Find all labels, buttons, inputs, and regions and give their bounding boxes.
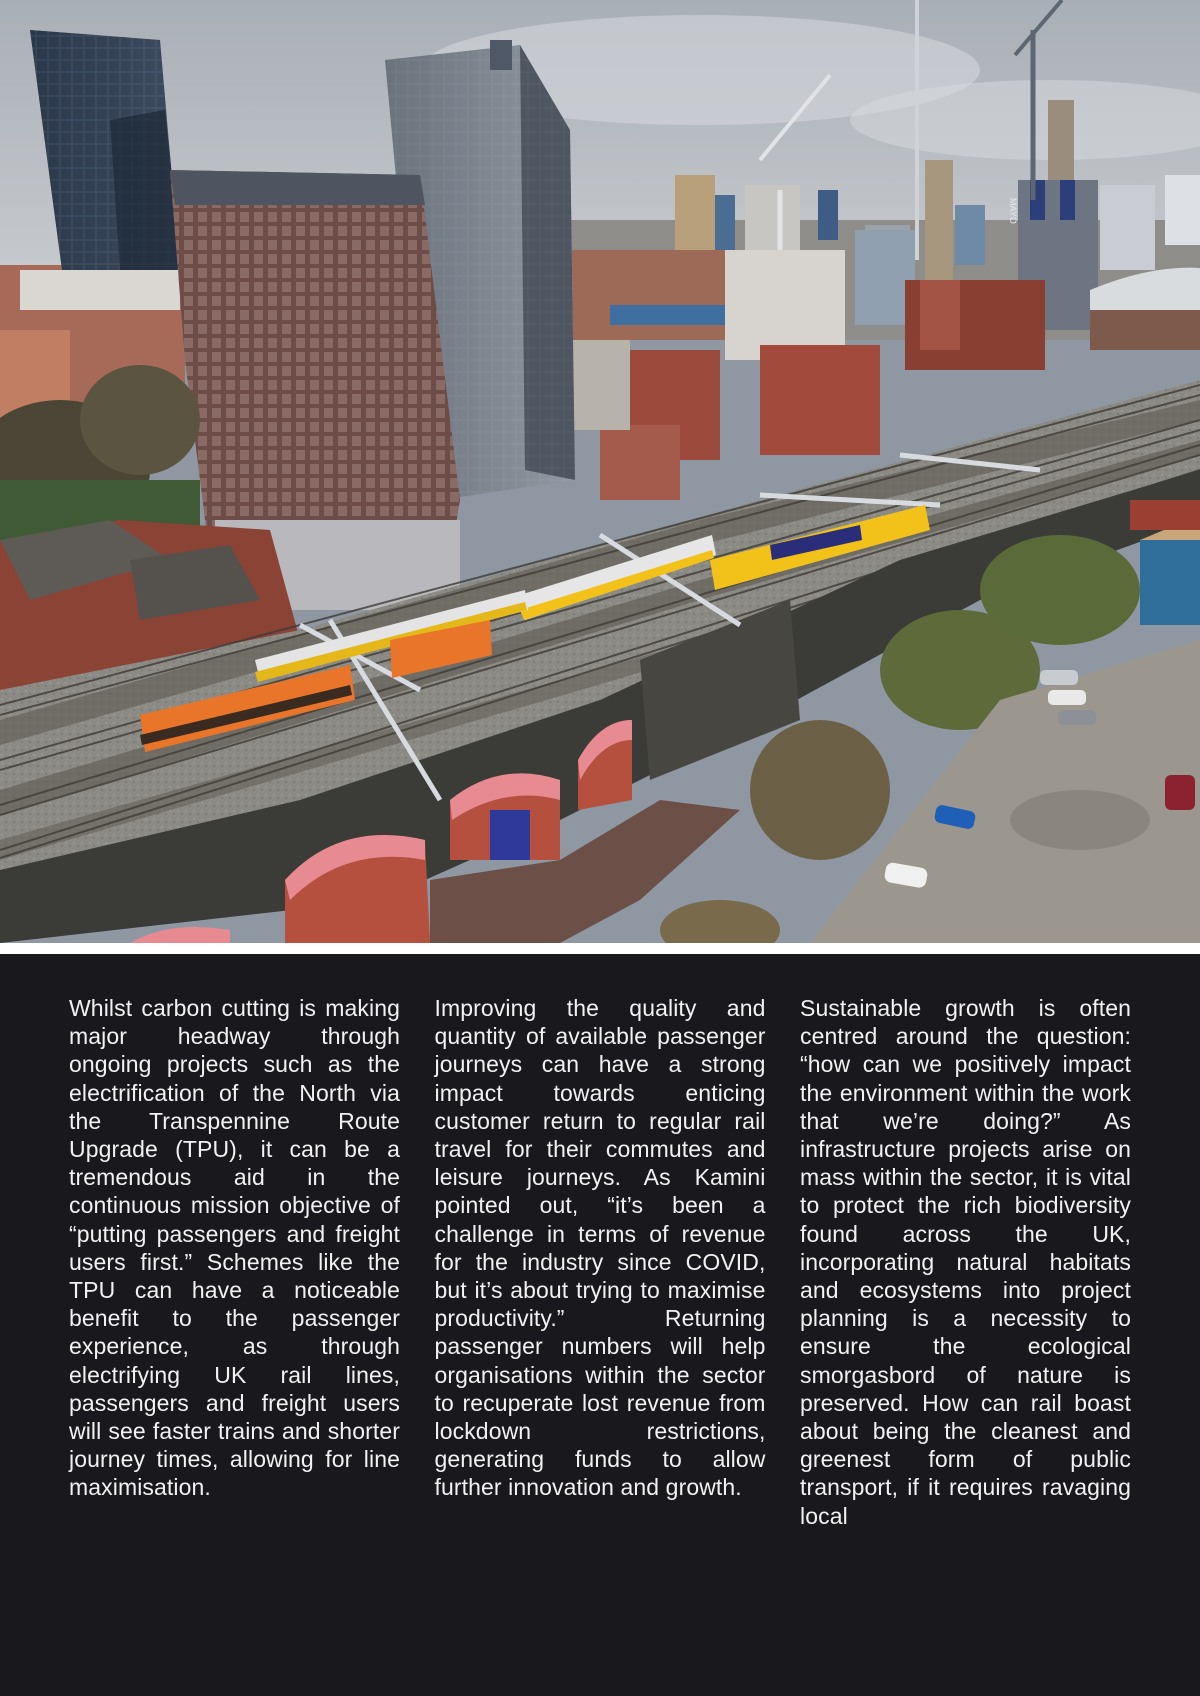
article-columns (69, 994, 1131, 1530)
svg-text:MAYO: MAYO (1008, 198, 1018, 224)
article-column-1: Whilst carbon cutting is making major headway through ongoing projects such as the electrification of the North via the Transpennine Route Upgrade (TPU), it can be a tremendous aid in the continuous mission objective of “putting passengers and freight users first.” Schemes like the TPU can have a noticeable benefit to the passenger experience, as through electrifying UK rail lines, passengers and freight users will see faster trains and shorter journey times, allowing for line maximisation. (69, 995, 400, 1501)
article-panel (0, 954, 1200, 1696)
article-column-3: Sustainable growth is often centred around the question: “how can we positively impact the environment within the work that we’re doing?” As infrastructure projects arise on mass within the sector, it is vital to protect the rich biodiversity found across the UK, incorporating natural habitats and ecosystems into project planning is a necessity to ensure the ecological smorgasbord of nature is preserved. How can rail boast about being the cleanest and greenest form of public transport, if it requires ravaging local (800, 995, 1131, 1529)
photo-divider (0, 943, 1200, 954)
article-column-2: Improving the quality and quantity of available passenger journeys can have a strong impact towards enticing customer return to regular rail travel for their commutes and leisure journeys. As Kamini pointed out, “it’s been a challenge in terms of revenue for the industry since COVID, but it’s about trying to maximise productivity.” Returning passenger numbers will help organisations within the sector to recuperate lost revenue from lockdown restrictions, generating funds to allow further innovation and growth. (434, 995, 766, 1501)
